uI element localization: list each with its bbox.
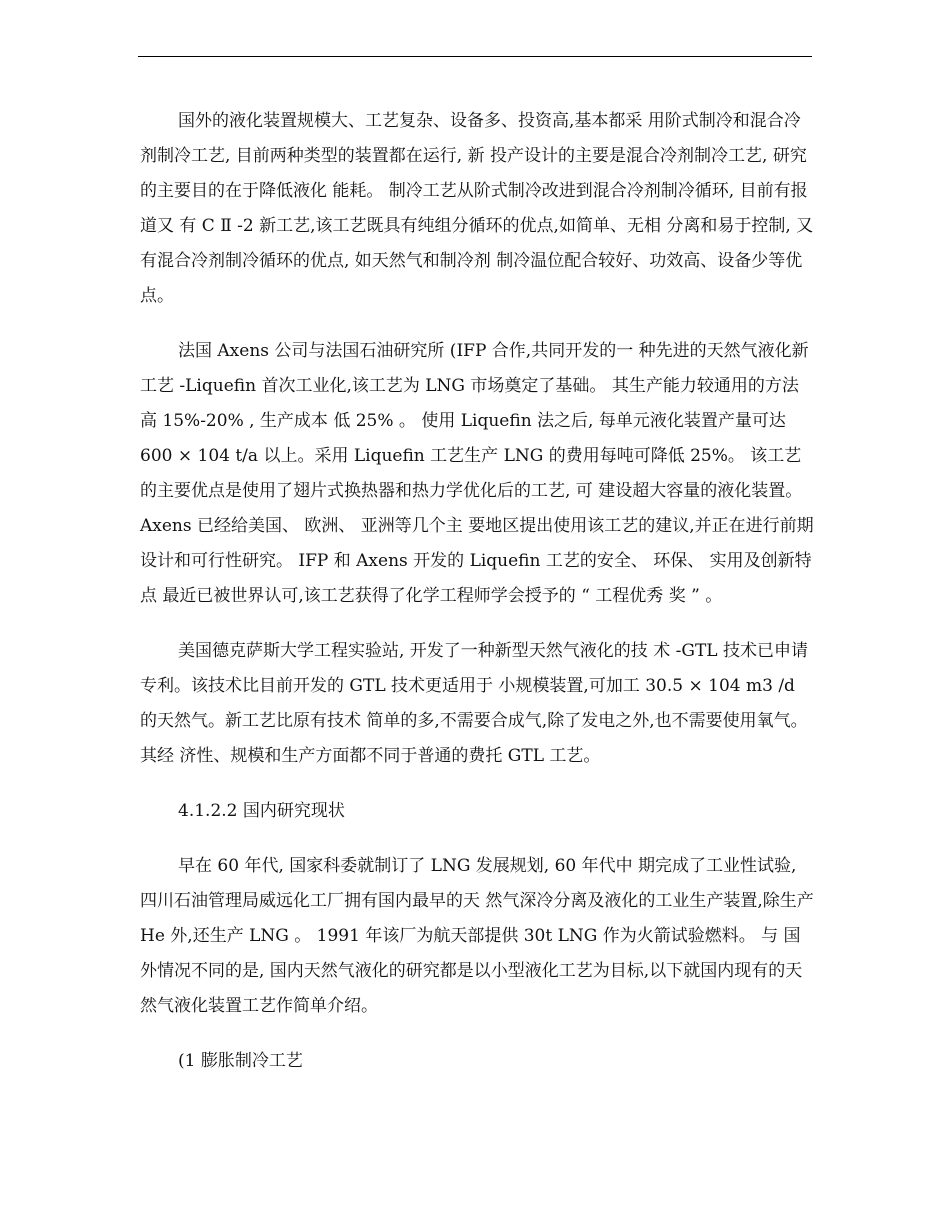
paragraph-texas-gtl: 美国德克萨斯大学工程实验站, 开发了一种新型天然气液化的技 术 -GTL 技术已申请专利。该技术比目前开发的 GTL 技术更适用于 小规模装置,可加工 30.5 × 104 m3 /d 的天然气。新工艺比原有技术 简单的多,不需要合成气,除了发电之外,也不需要使用氧气。其经 济性、规模和生产方面都不同于普通的费托 GTL 工艺。	[140, 641, 808, 766]
paragraph-domestic-research: 早在 60 年代, 国家科委就制订了 LNG 发展规划, 60 年代中 期完成了工业性试验, 四川石油管理局威远化工厂拥有国内最早的天 然气深冷分离及液化的工业生产装置,除生产 He 外,还生产 LNG 。 1991 年该厂为航天部提供 30t LNG 作为火箭试验燃料。 与 国外情况不同的是, 国内天然气液化的研究都是以小型液化工艺为目标,以下就国内现有的天然气液化装置工艺作简单介绍。	[140, 856, 814, 1016]
document-body	[140, 104, 814, 1099]
subheading-expansion-refrigeration: (1 膨胀制冷工艺	[178, 1051, 303, 1071]
paragraph-foreign-liquefaction: 国外的液化装置规模大、工艺复杂、设备多、投资高,基本都采 用阶式制冷和混合冷剂制冷工艺, 目前两种类型的装置都在运行, 新 投产设计的主要是混合冷剂制冷工艺, 研究的主要目的在于降低液化 能耗。 制冷工艺从阶式制冷改进到混合冷剂制冷循环, 目前有报道又 有 C Ⅱ -2 新工艺,该工艺既具有纯组分循环的优点,如简单、无相 分离和易于控制, 又有混合冷剂制冷循环的优点, 如天然气和制冷剂 制冷温位配合较好、功效高、设备少等优点。	[140, 111, 814, 306]
header-rule	[138, 56, 812, 57]
section-heading: 4.1.2.2 国内研究现状	[178, 801, 345, 821]
paragraph-axens-liquefin: 法国 Axens 公司与法国石油研究所 (IFP 合作,共同开发的一 种先进的天然气液化新工艺 -Liquefin 首次工业化,该工艺为 LNG 市场奠定了基础。 其生产能力较通用的方法高 15%-20% , 生产成本 低 25% 。 使用 Liquefin 法之后, 每单元液化装置产量可达 600 × 104 t/a 以上。采用 Liquefin 工艺生产 LNG 的费用每吨可降低 25%。 该工艺的主要优点是使用了翅片式换热器和热力学优化后的工艺, 可 建设超大容量的液化装置。 Axens 已经给美国、 欧洲、 亚洲等几个主 要地区提出使用该工艺的建议,并正在进行前期设计和可行性研究。 IFP 和 Axens 开发的 Liquefin 工艺的安全、 环保、 实用及创新特点 最近已被世界认可,该工艺获得了化学工程师学会授予的 “ 工程优秀 奖 ” 。	[140, 341, 814, 606]
